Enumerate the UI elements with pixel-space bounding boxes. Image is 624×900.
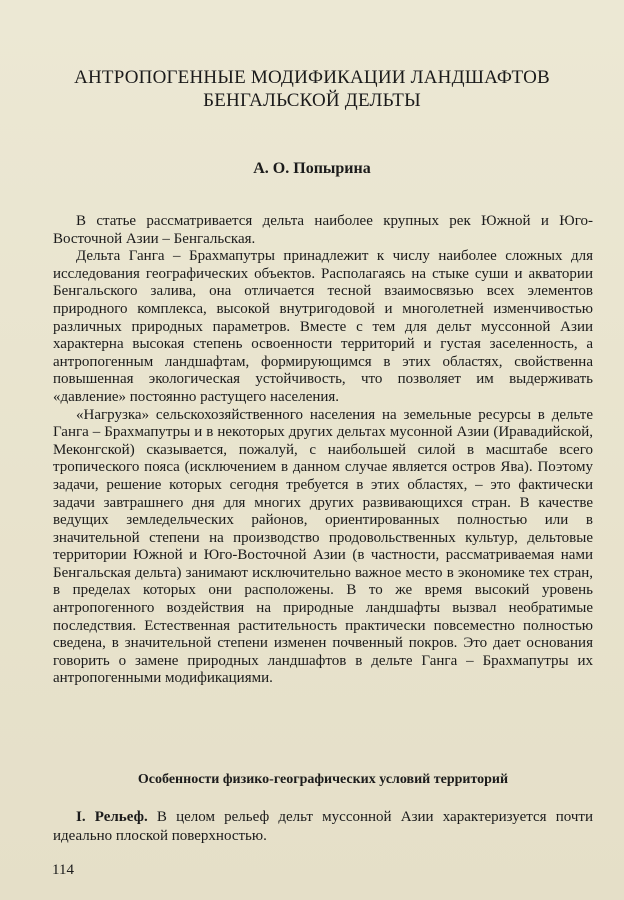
section-heading: Особенности физико-географических условий территорий [137,772,509,787]
article-title-line-2: БЕНГАЛЬСКОЙ ДЕЛЬТЫ [203,90,421,111]
article-author: А. О. Попырина [253,160,371,177]
relief-label: I. Рельеф. [76,809,148,825]
article-title-line-1: АНТРОПОГЕННЫЕ МОДИФИКАЦИИ ЛАНДШАФТОВ [74,67,550,88]
relief-paragraph [53,808,593,846]
article-body [53,213,593,688]
article-title [40,66,584,112]
body-paragraph: «Нагрузка» сельскохозяйственного населения на земельные ресурсы в дельте Ганга – Брахмапутры и в некоторых других дельтах мусонной Азии (Иравадийской, Меконгской) сказывается, пожалуй, с наибольшей силой в масштабе всего тропического пояса (исключением в данном случае является остров Ява). Поэтому задачи, решение которых сегодня требуется в этих областях, – это фактически задачи завтрашнего дня для многих других развивающихся стран. В качестве ведущих земледельческих районов, ориентированных полностью или в значительной степени на производство продовольственных культур, дельтовые территории Южной и Юго-Восточной Азии (в частности, рассматриваемая нами Бенгальская дельта) занимают исключительно важное место в экономике тех стран, в пределах которых они расположены. В то же время высокий уровень антропогенного воздействия на природные ландшафты вызвал необратимые последствия. Естественная растительность практически повсеместно полностью сведена, в значительной степени изменен почвенный покров. Это дает основания говорить о замене природных ландшафтов в дельте Ганга – Брахмапутры их антропогенными модификациями. [53,406,593,687]
page-number: 114 [52,862,74,878]
body-paragraph: Дельта Ганга – Брахмапутры принадлежит к числу наиболее сложных для исследования географических объектов. Располагаясь на стыке суши и акватории Бенгальского залива, она отличается тесной взаимосвязью всех элементов природного комплекса, высокой внутригодовой и многолетней изменчивостью различных природных параметров. Вместе с тем для дельт муссонной Азии характерна высокая степень освоенности территорий и густая заселенность, а антропогенным ландшафтам, формирующимся в этих областях, свойственна повышенная экологическая устойчивость, что позволяет им выдерживать «давление» постоянно растущего населения. [53,248,593,405]
relief-text: В целом рельеф дельт муссонной Азии характеризуется почти идеально плоской поверхностью. [53,809,593,844]
body-paragraph: В статье рассматривается дельта наиболее крупных рек Южной и Юго-Восточной Азии – Бенгальская. [53,213,593,247]
